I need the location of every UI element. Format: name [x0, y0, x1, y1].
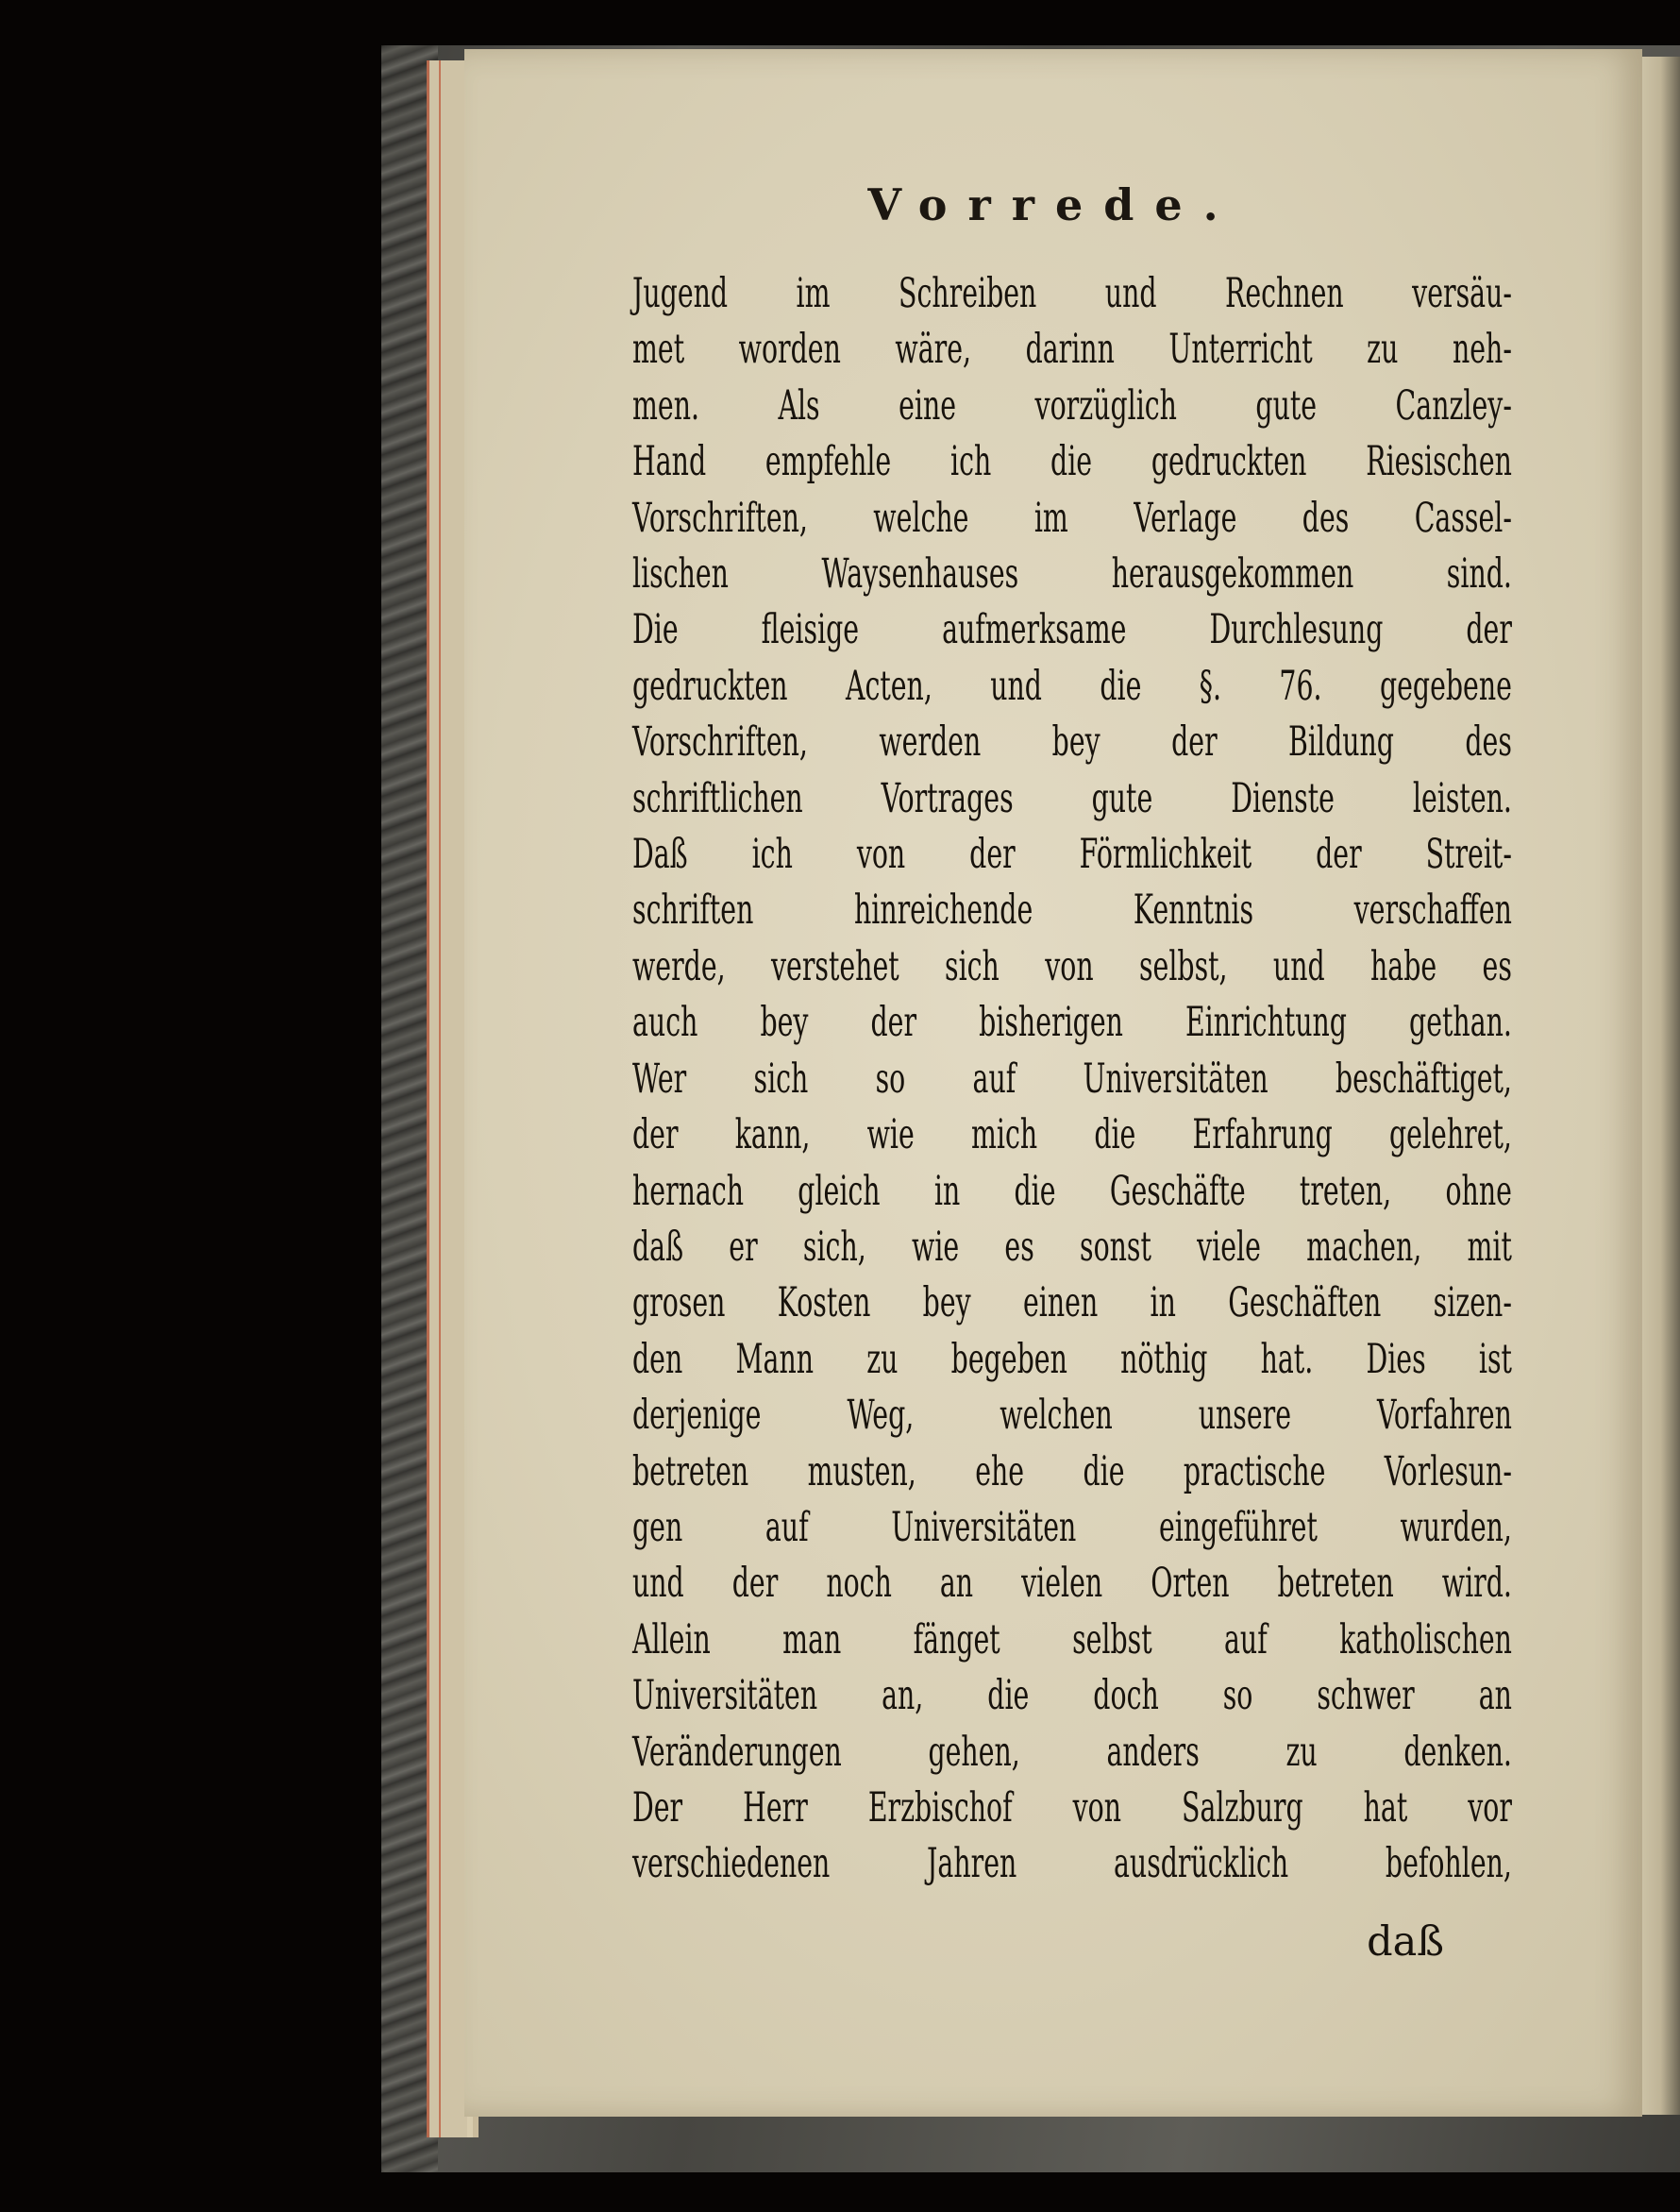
- text-line: Allein man fänget selbst auf katholischen: [632, 1615, 1512, 1663]
- text-line: daß er sich, wie es sonst viele machen, mit: [632, 1223, 1512, 1271]
- text-line: auch bey der bisherigen Einrichtung gethan.: [632, 999, 1512, 1047]
- text-line: Die fleisige aufmerksame Durchlesung der: [632, 606, 1512, 654]
- text-line: betreten musten, ehe die practische Vorlesun‑: [632, 1447, 1512, 1495]
- text-line: Hand empfehle ich die gedruckten Riesischen: [632, 438, 1512, 486]
- text-line: gen auf Universitäten eingeführet wurden,: [632, 1503, 1512, 1551]
- text-line: verschiedenen Jahren ausdrücklich befohlen,: [632, 1840, 1512, 1888]
- text-line: Wer sich so auf Universitäten beschäftiget,: [632, 1055, 1512, 1103]
- text-line: gedruckten Acten, und die §. 76. gegebene: [632, 662, 1512, 710]
- catchword-text: daß: [1367, 1918, 1444, 1966]
- text-line: Der Herr Erzbischof von Salzburg hat vor: [632, 1783, 1512, 1832]
- text-line: Vorschriften, werden bey der Bildung des: [632, 718, 1512, 767]
- text-line: schriftlichen Vortrages gute Dienste leisten.: [632, 774, 1512, 822]
- running-head: Vorrede.: [867, 179, 1239, 230]
- text-line: und der noch an vielen Orten betreten wird.: [632, 1560, 1512, 1608]
- body-text: [632, 266, 1680, 1893]
- text-line: der kann, wie mich die Erfahrung gelehret,: [632, 1111, 1512, 1159]
- text-line: men. Als eine vorzüglich gute Canzley‑: [632, 381, 1512, 430]
- page-edges: [427, 60, 467, 2137]
- text-line: met worden wäre, darinn Unterricht zu neh‑: [632, 326, 1512, 374]
- text-line: derjenige Weg, welchen unsere Vorfahren: [632, 1392, 1512, 1440]
- book-page: [464, 49, 1642, 2117]
- text-line: Jugend im Schreiben und Rechnen versäu‑: [632, 270, 1512, 317]
- text-line: Universitäten an, die doch so schwer an: [632, 1672, 1512, 1720]
- text-line: hernach gleich in die Geschäfte treten, ohne: [632, 1167, 1512, 1215]
- text-line: grosen Kosten bey einen in Geschäften sizen‑: [632, 1279, 1512, 1327]
- text-line: Vorschriften, welche im Verlage des Cassel‑: [632, 494, 1512, 542]
- text-line: schriften hinreichende Kenntnis verschaffen: [632, 886, 1512, 935]
- text-line: Veränderungen gehen, anders zu denken.: [632, 1728, 1512, 1776]
- text-line: lischen Waysenhauses herausgekommen sind.: [632, 550, 1512, 599]
- text-line: werde, verstehet sich von selbst, und habe es: [632, 942, 1512, 990]
- text-line: Daß ich von der Förmlichkeit der Streit‑: [632, 831, 1512, 879]
- text-line: den Mann zu begeben nöthig hat. Dies ist: [632, 1335, 1512, 1383]
